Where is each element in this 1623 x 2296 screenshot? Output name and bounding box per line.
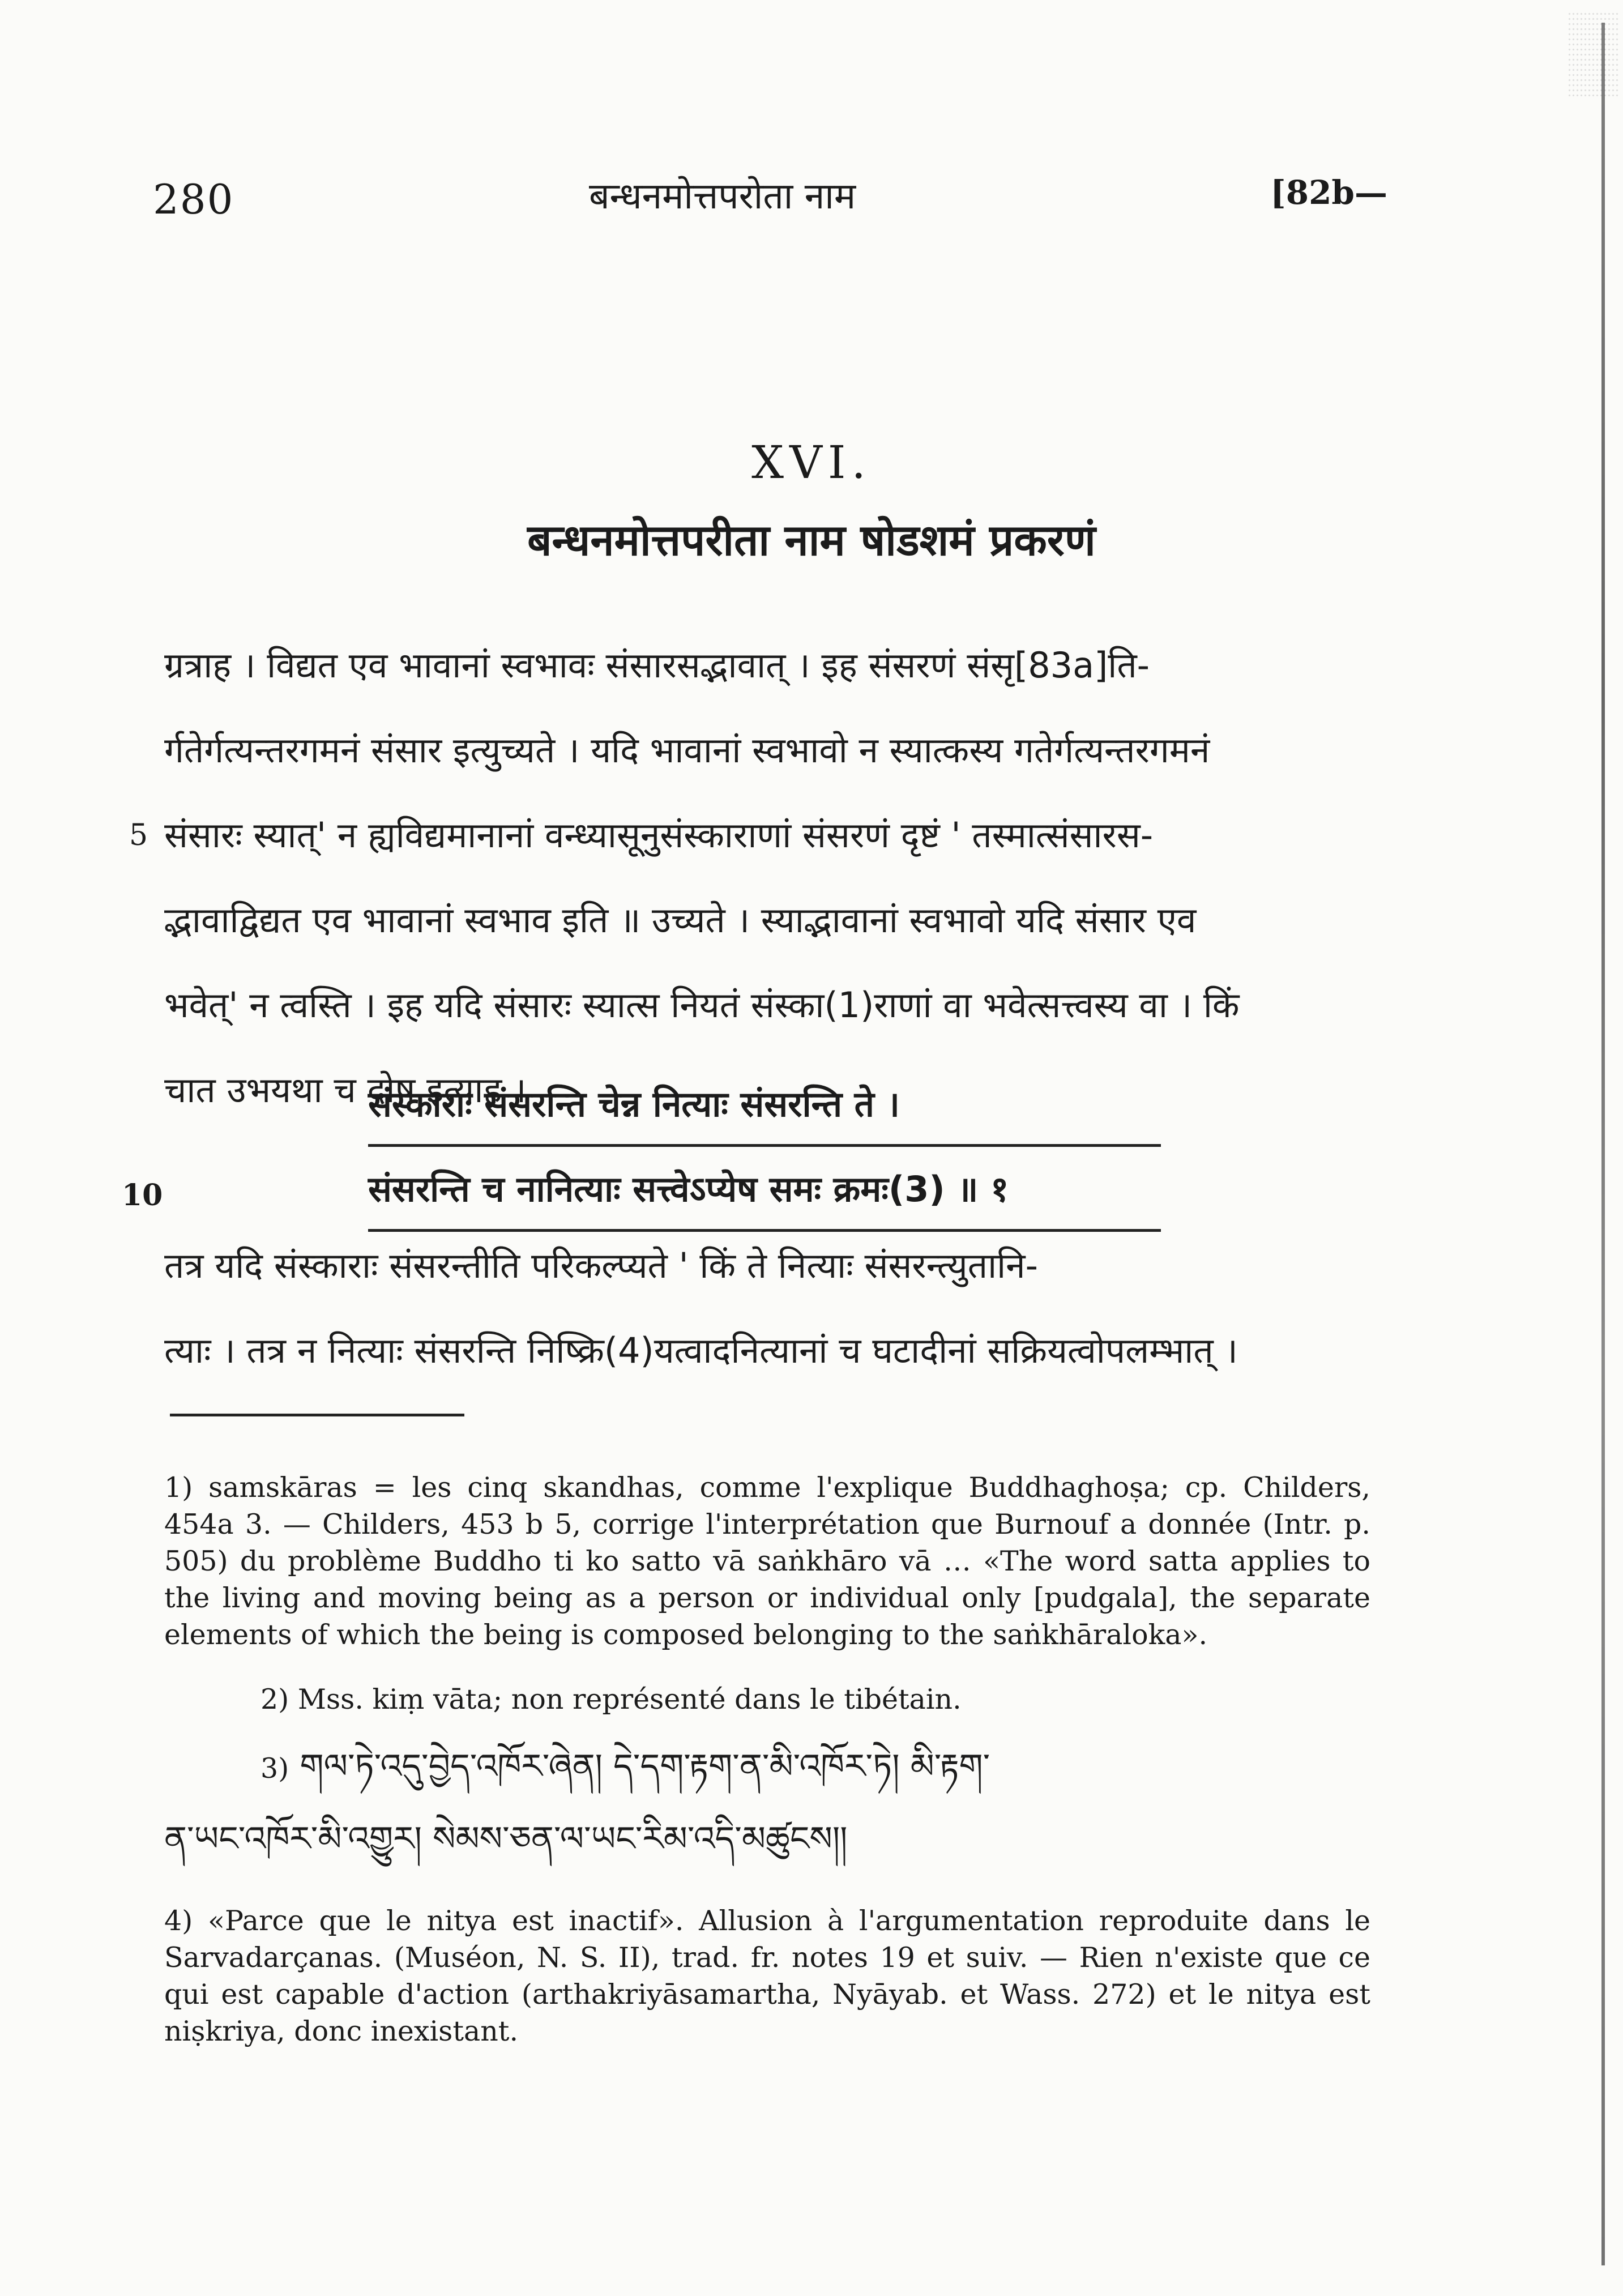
scan-noise <box>1568 11 1618 96</box>
footnote-3 <box>164 1731 1370 1875</box>
line-number: 5 <box>129 818 148 852</box>
running-title: बन्धनमोत्तपरोता नाम <box>589 176 856 217</box>
page-edge-rule <box>1601 23 1605 2265</box>
prose-line-numbered <box>129 793 1370 878</box>
page-header <box>153 170 1387 238</box>
footnotes <box>164 1441 1370 2063</box>
verse-karika <box>368 1073 1161 1243</box>
page-number: 280 <box>153 176 234 223</box>
prose-line: र्गतेर्गत्यन्तरगमनं संसार इत्युच्यते । यदि भावानां स्वभावो न स्यात्कस्य गतेर्गत्यन्तरगमनं <box>164 729 1210 771</box>
verse-line: संसरन्ति च नानित्याः सत्त्वेऽप्येष समः क्रमः(3) ॥ १ <box>368 1158 1161 1232</box>
footnote-label: 3) <box>260 1752 289 1785</box>
chapter-title: बन्धनमोत्तपरीता नाम षोडशमं प्रकरणं <box>527 515 1096 565</box>
footnote-1: 1) samskāras = les cinq skandhas, comme l'explique Buddhaghoṣa; cp. Childers, 454a 3. — Childers, 453 b 5, corrige l'interprétation que Burnouf a donnée (Intr. p. 505) du problème Buddho ti ko satto vā saṅkhāro vā … «The word satta applies to the living and moving being as a person or individual only [pudgala], the separate elements of which the being is composed belonging to the saṅkhāraloka». <box>164 1471 1370 1651</box>
footnote-2: 2) Mss. kiṃ vāta; non représenté dans le tibétain. <box>260 1683 962 1715</box>
prose-line: चात उभयथा च दोष इत्याह । <box>164 1069 527 1111</box>
prose-line: भवेत्' न त्वस्ति । इह यदि संसारः स्यात्स नियतं संस्का(1)राणां वा भवेत्सत्त्वस्य वा । किं <box>164 984 1240 1026</box>
prose-paragraph-1 <box>129 623 1370 1133</box>
tibetan-text: ན་ཡང་འཁོར་མི་འགྱུར། སེམས་ཅན་ལ་ཡང་རིམ་འདི་མཚུངས།། <box>164 1819 848 1859</box>
verse-line: संस्काराः संसरन्ति चेन्न नित्याः संसरन्ति ते । <box>368 1073 1161 1147</box>
prose-line-text: संसारः स्यात्' न ह्यविद्यमानानां वन्ध्यासूनुसंस्काराणां संसरणं दृष्टं ' तस्मात्संसारस- <box>164 814 1154 856</box>
line-number: 10 <box>122 1178 163 1213</box>
prose-paragraph-2 <box>164 1223 1370 1393</box>
prose-line: तत्र यदि संस्काराः संसरन्तीति परिकल्प्यते ' किं ते नित्याः संसरन्त्युतानि- <box>164 1245 1038 1286</box>
chapter-number: XVI. <box>751 436 872 489</box>
folio-reference: [82b— <box>1270 173 1387 212</box>
tibetan-text: གལ་ཏེ་འདུ་བྱེད་འཁོར་ཞེན། དེ་དག་རྟག་ན་མི་འཁོར་ཏེ། མི་རྟག་ <box>300 1747 990 1786</box>
prose-line: ग्रत्राह । विद्यत एव भावानां स्वभावः संसारसद्भावात् । इह संसरणं संसृ[83a]ति- <box>164 645 1150 686</box>
prose-line: द्भावाद्विद्यत एव भावानां स्वभाव इति ॥ उच्यते । स्याद्भावानां स्वभावो यदि संसार एव <box>164 899 1197 941</box>
prose-line: त्याः । तत्र न नित्याः संसरन्ति निष्क्रि(4)यत्वादनित्यानां च घटादीनां सक्रियत्वोपलम्भात् । <box>164 1330 1238 1371</box>
footnote-separator <box>170 1414 464 1416</box>
footnote-4: 4) «Parce que le nitya est inactif». Allusion à l'argumentation reproduite dans le Sarvadarçanas. (Muséon, N. S. II), trad. fr. notes 19 et suiv. — Rien n'existe que ce qui est capable d'action (arthakriyāsamartha, Nyāyab. et Wass. 272) et le nitya est niṣkriya, donc inexistant. <box>164 1905 1370 2047</box>
